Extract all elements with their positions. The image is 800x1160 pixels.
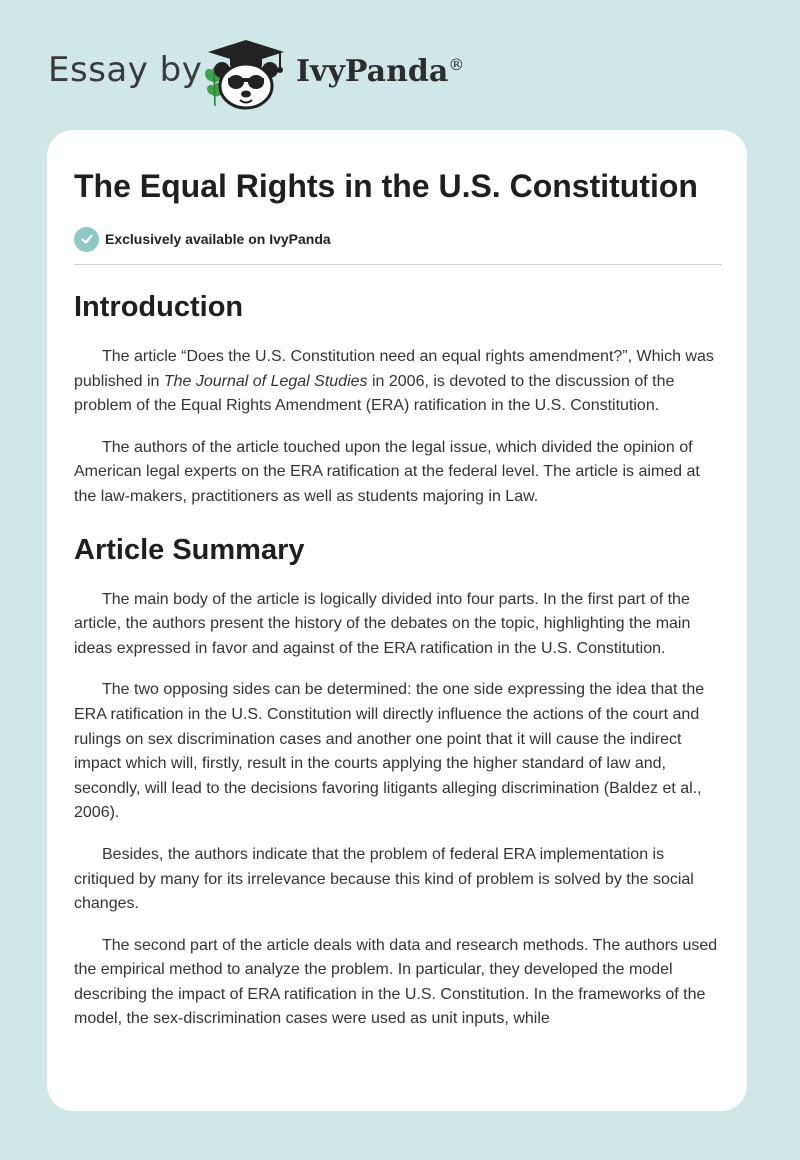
exclusive-label: Exclusively available on IvyPanda <box>105 231 331 247</box>
section-heading-article-summary: Article Summary <box>74 533 305 566</box>
brand-name[interactable] <box>296 54 464 89</box>
journal-title: The Journal of Legal Studies <box>163 372 368 390</box>
brand-label: IvyPanda <box>296 54 449 89</box>
essay-content <box>74 166 722 1049</box>
paragraph: Besides, the authors indicate that the problem of federal ERA implementation is critiqued by many for its irrelevance because this kind of problem is solved by the social changes. <box>74 845 694 913</box>
exclusive-badge <box>74 226 722 252</box>
essay-by-label: Essay by <box>48 50 203 90</box>
essay-card <box>47 130 747 1111</box>
registered-mark: ® <box>448 55 465 74</box>
section-heading-introduction: Introduction <box>74 291 244 323</box>
paragraph-text: in 2006, is devoted to the discussion of the problem of the Equal Rights Amendment (ERA) ratification in the U.S. Constitution. <box>74 372 675 415</box>
paragraph: The authors of the article touched upon the legal issue, which divided the opinion of American legal experts on the ERA ratification at the federal level. The article is aimed at the law-makers, practitioners as well as students majoring in Law. <box>74 438 700 505</box>
paragraph: The second part of the article deals with data and research methods. The authors used the empirical method to analyze the problem. In particular, they developed the model describing the impact of ERA ratification in the U.S. Constitution. In the frameworks of the model, the sex-discrimination cases were used as unit inputs, while <box>74 936 718 1028</box>
panda-logo-icon[interactable] <box>200 36 292 110</box>
site-header <box>0 0 800 120</box>
paragraph: The two opposing sides can be determined: the one side expressing the idea that the ERA ratification in the U.S. Constitution will directly influence the actions of the court and rulings on sex discrimination cases and another one point that it will cause the indirect impact which will, firstly, result in the courts applying the higher standard of law and, secondly, will lead to the decisions favoring litigants alleging discrimination (Baldez et al., 2006). <box>74 681 705 822</box>
divider <box>74 264 722 265</box>
paragraph-text: The article “Does the U.S. Constitution need an equal rights amendment?”, Which was published in <box>74 348 714 390</box>
paragraph <box>74 345 722 419</box>
paragraph: The main body of the article is logically divided into four parts. In the first part of the article, the authors present the history of the debates on the topic, highlighting the main ideas expressed in favor and against of the ERA ratification in the U.S. Constitution. <box>74 590 691 657</box>
check-icon <box>74 227 99 252</box>
essay-title: The Equal Rights in the U.S. Constitution <box>74 168 698 204</box>
